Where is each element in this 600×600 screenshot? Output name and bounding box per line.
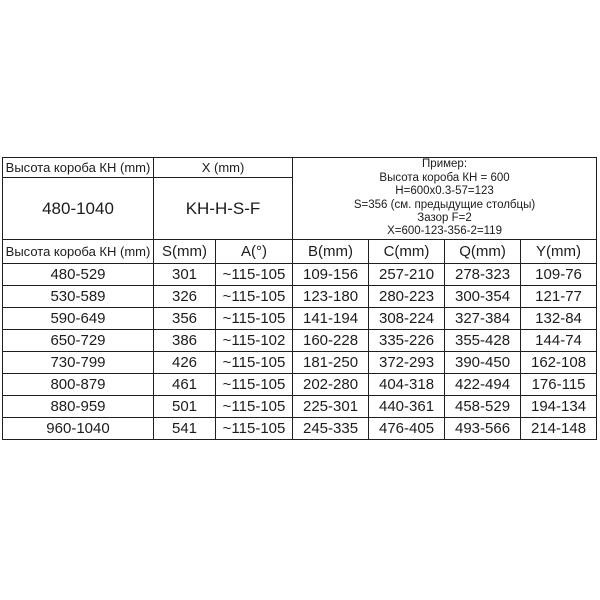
column-header-c: C(mm)	[369, 240, 445, 264]
table-row	[3, 330, 597, 352]
table-cell: 960-1040	[3, 418, 154, 440]
table-cell: ~115-105	[216, 374, 293, 396]
table-cell: 225-301	[293, 396, 369, 418]
table-cell: 426	[154, 352, 216, 374]
table-cell: 480-529	[3, 264, 154, 286]
table-cell: 493-566	[445, 418, 521, 440]
table-cell: 730-799	[3, 352, 154, 374]
example-line: X=600-123-356-2=119	[387, 225, 502, 238]
table-cell: 109-76	[521, 264, 597, 286]
column-header-kh: Высота короба КН (mm)	[3, 240, 154, 264]
example-line: H=600x0.3-57=123	[395, 185, 494, 198]
table-cell: 590-649	[3, 308, 154, 330]
table-row	[3, 396, 597, 418]
table-row	[3, 418, 597, 440]
table-cell: 461	[154, 374, 216, 396]
x-dimension-header: X (mm)	[154, 158, 293, 178]
table-cell: 121-77	[521, 286, 597, 308]
table-cell: 181-250	[293, 352, 369, 374]
table-cell: 141-194	[293, 308, 369, 330]
table-cell: ~115-105	[216, 264, 293, 286]
table-cell: 541	[154, 418, 216, 440]
table-cell: ~115-102	[216, 330, 293, 352]
table-cell: 326	[154, 286, 216, 308]
example-line: Пример:	[422, 158, 468, 171]
table-cell: 650-729	[3, 330, 154, 352]
table-cell: 356	[154, 308, 216, 330]
example-line: Зазор F=2	[417, 211, 472, 224]
table-cell: 257-210	[369, 264, 445, 286]
column-header-y: Y(mm)	[521, 240, 597, 264]
table-cell: 422-494	[445, 374, 521, 396]
table-cell: 280-223	[369, 286, 445, 308]
table-cell: 123-180	[293, 286, 369, 308]
table-cell: 530-589	[3, 286, 154, 308]
table-cell: 404-318	[369, 374, 445, 396]
table-cell: ~115-105	[216, 308, 293, 330]
table-cell: ~115-105	[216, 418, 293, 440]
table-row	[3, 374, 597, 396]
table-cell: 300-354	[445, 286, 521, 308]
table-cell: 390-450	[445, 352, 521, 374]
table-row	[3, 286, 597, 308]
table-cell: ~115-105	[216, 352, 293, 374]
table-cell: 162-108	[521, 352, 597, 374]
example-line: S=356 (см. предыдущие столбцы)	[353, 198, 536, 211]
column-header-b: B(mm)	[293, 240, 369, 264]
table-row	[3, 352, 597, 374]
table-cell: 458-529	[445, 396, 521, 418]
table-cell: 144-74	[521, 330, 597, 352]
column-header-row	[3, 240, 597, 264]
top-header-row	[3, 158, 597, 178]
table-cell: 335-226	[369, 330, 445, 352]
table-cell: 880-959	[3, 396, 154, 418]
table-cell: 245-335	[293, 418, 369, 440]
table-cell: 308-224	[369, 308, 445, 330]
table-cell: ~115-105	[216, 396, 293, 418]
table-cell: 355-428	[445, 330, 521, 352]
table-cell: 202-280	[293, 374, 369, 396]
calculation-example-cell	[293, 158, 597, 240]
table-cell: 327-384	[445, 308, 521, 330]
column-header-q: Q(mm)	[445, 240, 521, 264]
table-cell: 301	[154, 264, 216, 286]
table-cell: 109-156	[293, 264, 369, 286]
example-line: Высота короба КН = 600	[379, 171, 510, 184]
table-cell: 800-879	[3, 374, 154, 396]
table-cell: 160-228	[293, 330, 369, 352]
table-cell: 132-84	[521, 308, 597, 330]
table-row	[3, 264, 597, 286]
table-cell: 372-293	[369, 352, 445, 374]
x-formula-value: KH-H-S-F	[154, 178, 293, 240]
data-rows-body	[3, 264, 597, 440]
table-cell: 386	[154, 330, 216, 352]
table-cell: ~115-105	[216, 286, 293, 308]
column-header-a: A(°)	[216, 240, 293, 264]
table-cell: 440-361	[369, 396, 445, 418]
table-cell: 476-405	[369, 418, 445, 440]
table-cell: 501	[154, 396, 216, 418]
box-height-header: Высота короба КН (mm)	[3, 158, 154, 178]
table-row	[3, 308, 597, 330]
dimensions-spec-table	[2, 157, 597, 440]
table-cell: 278-323	[445, 264, 521, 286]
table-cell: 194-134	[521, 396, 597, 418]
column-header-s: S(mm)	[154, 240, 216, 264]
table-cell: 214-148	[521, 418, 597, 440]
box-height-range-value: 480-1040	[3, 178, 154, 240]
table-cell: 176-115	[521, 374, 597, 396]
